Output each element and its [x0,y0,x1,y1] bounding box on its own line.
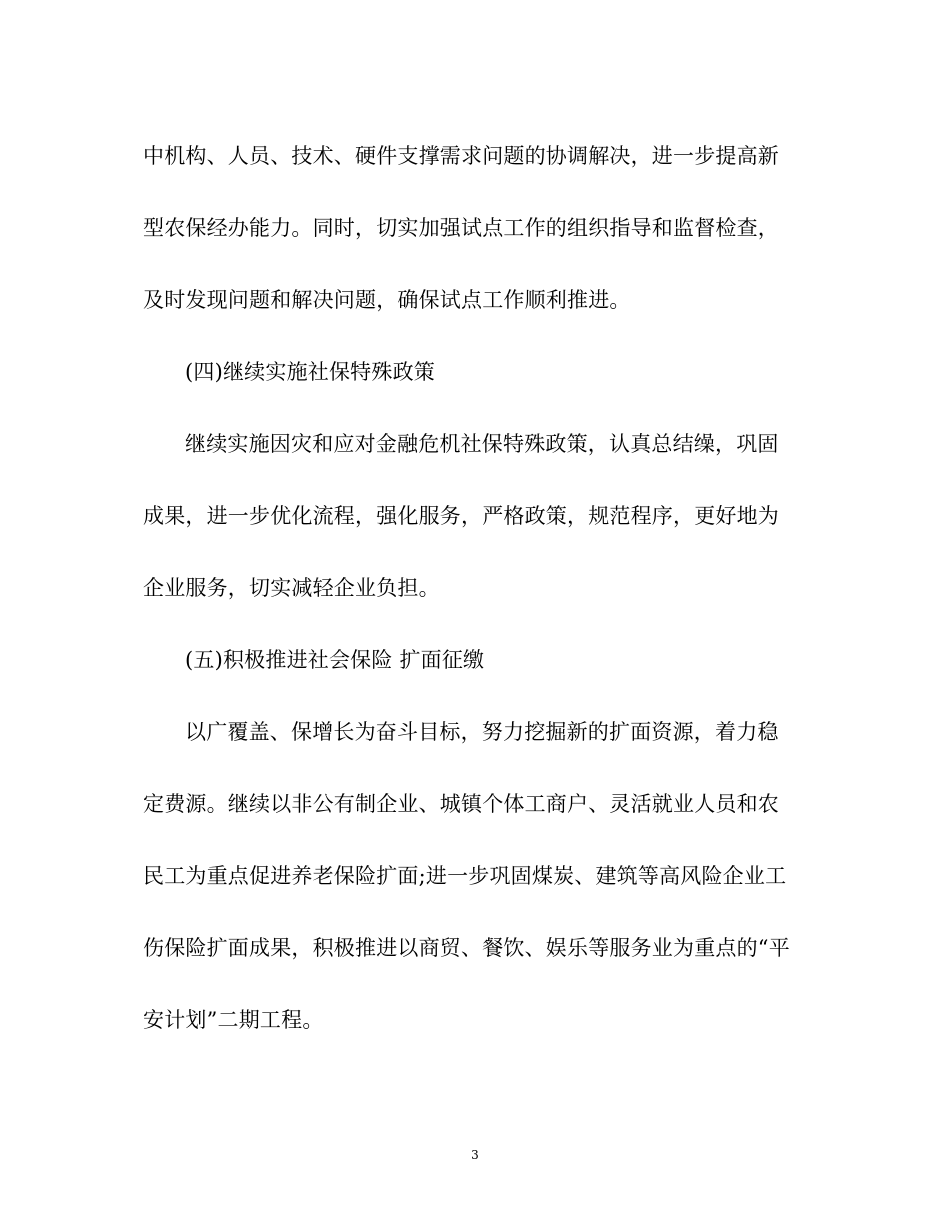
body-line: 民工为重点促进养老保险扩面;进一步巩固煤炭、建筑等高风险企业工 [143,864,787,888]
body-line: 及时发现问题和解决问题，确保试点工作顺利推进。 [143,288,631,312]
body-line: 中机构、人员、技术、硬件支撑需求问题的协调解决，进一步提高新 [143,144,779,168]
document-body [143,128,811,1064]
body-line: 伤保险扩面成果，积极推进以商贸、餐饮、娱乐等服务业为重点的“平 [143,936,790,960]
page-number: 3 [471,1148,479,1162]
body-line: 定费源。继续以非公有制企业、城镇个体工商户、灵活就业人员和农 [143,792,779,816]
body-line: 继续实施因灾和应对金融危机社保特殊政策，认真总结缲，巩固 [185,432,779,456]
body-line: 成果，进一步优化流程，强化服务，严格政策，规范程序，更好地为 [143,504,779,528]
body-line: 安计划”二期工程。 [143,1008,324,1032]
body-line: 以广覆盖、保增长为奋斗目标，努力挖掘新的扩面资源，着力稳 [185,720,779,744]
body-line: 型农保经办能力。同时，切实加强试点工作的组织指导和监督检查， [143,216,779,240]
section-heading-4: (四)继续实施社保特殊政策 [185,360,435,384]
body-line: 企业服务，切实减轻企业负担。 [143,576,440,600]
section-heading-5: (五)积极推进社会保险 扩面征缴 [185,648,485,672]
